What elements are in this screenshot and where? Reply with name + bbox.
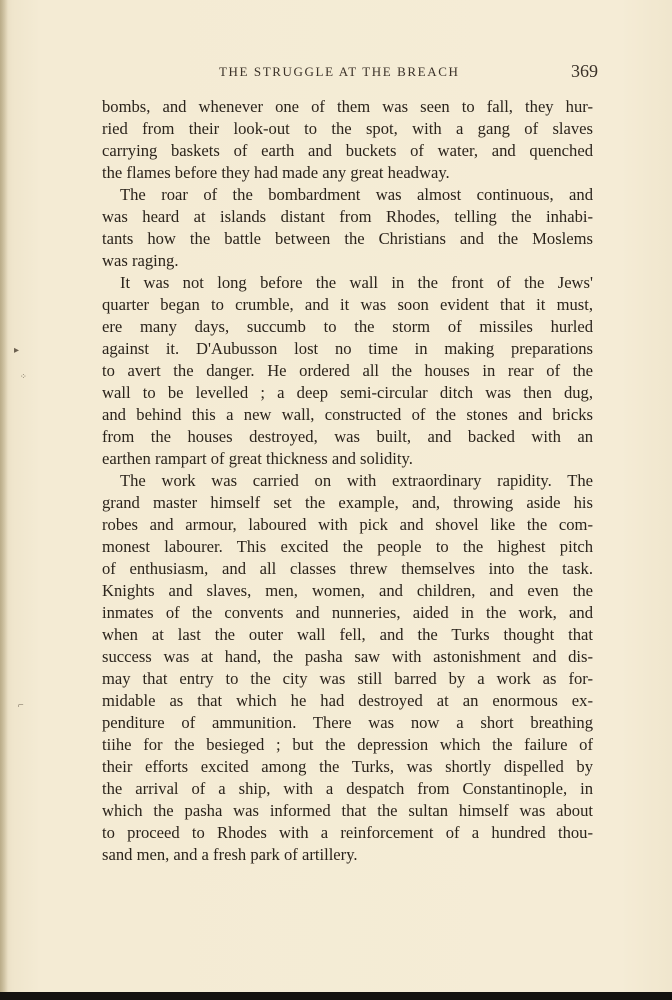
text-line: may that entry to the city was still barred by a work as for- [102, 669, 593, 688]
body-text [102, 96, 593, 866]
text-line: tants how the battle between the Christians and the Moslems [102, 229, 593, 248]
text-line: was heard at islands distant from Rhodes, telling the inhabi- [102, 207, 593, 226]
text-line: their efforts excited among the Turks, was shortly dispelled by [102, 757, 593, 776]
text-line: bombs, and whenever one of them was seen to fall, they hur- [102, 97, 593, 116]
text-line: robes and armour, laboured with pick and shovel like the com- [102, 515, 593, 534]
scan-bottom-edge [0, 992, 672, 1000]
paragraph [102, 184, 593, 272]
text-line: midable as that which he had destroyed at an enormous ex- [102, 691, 593, 710]
text-line: wall to be levelled ; a deep semi-circular ditch was then dug, [102, 383, 593, 402]
text-line: which the pasha was informed that the sultan himself was about [102, 801, 593, 820]
text-line: sand men, and a fresh park of artillery. [102, 845, 358, 864]
text-line: penditure of ammunition. There was now a short breathing [102, 713, 593, 732]
margin-speck-mark: ▸ [14, 345, 20, 356]
text-line: of enthusiasm, and all classes threw themselves into the task. [102, 559, 593, 578]
text-line: the flames before they had made any great headway. [102, 163, 450, 182]
text-line: inmates of the convents and nunneries, aided in the work, and [102, 603, 593, 622]
text-line: ried from their look-out to the spot, with a gang of slaves [102, 119, 593, 138]
text-line: when at last the outer wall fell, and the Turks thought that [102, 625, 593, 644]
text-line: to avert the danger. He ordered all the houses in rear of the [102, 361, 593, 380]
text-line: monest labourer. This excited the people to the highest pitch [102, 537, 593, 556]
text-line: tiihe for the besieged ; but the depression which the failure of [102, 735, 593, 754]
margin-speck-mark: ⁘ [20, 372, 27, 381]
text-line: quarter began to crumble, and it was soon evident that it must, [102, 295, 593, 314]
running-head [102, 61, 598, 86]
text-line: The roar of the bombardment was almost continuous, and [120, 185, 593, 204]
page-number: 369 [571, 61, 598, 81]
text-line: against it. D'Aubusson lost no time in making preparations [102, 339, 593, 358]
text-line: the arrival of a ship, with a despatch from Constantinople, in [102, 779, 593, 798]
text-line: to proceed to Rhodes with a reinforcement of a hundred thou- [102, 823, 593, 842]
text-line: earthen rampart of great thickness and solidity. [102, 449, 413, 468]
margin-speck-mark: ⌐ [18, 700, 24, 711]
text-line: grand master himself set the example, and, throwing aside his [102, 493, 593, 512]
binding-gutter-shadow [0, 0, 8, 1000]
text-line: from the houses destroyed, was built, and backed with an [102, 427, 593, 446]
text-line: Knights and slaves, men, women, and children, and even the [102, 581, 593, 600]
text-line: ere many days, succumb to the storm of missiles hurled [102, 317, 593, 336]
text-line: was raging. [102, 251, 179, 270]
paragraph [102, 272, 593, 470]
text-line: The work was carried on with extraordinary rapidity. The [120, 471, 593, 490]
text-line: carrying baskets of earth and buckets of water, and quenched [102, 141, 593, 160]
text-line: and behind this a new wall, constructed of the stones and bricks [102, 405, 593, 424]
paragraph [102, 96, 593, 184]
paragraph [102, 470, 593, 866]
running-title: THE STRUGGLE AT THE BREACH [219, 64, 460, 79]
text-line: It was not long before the wall in the front of the Jews' [120, 273, 593, 292]
text-line: success was at hand, the pasha saw with astonishment and dis- [102, 647, 593, 666]
